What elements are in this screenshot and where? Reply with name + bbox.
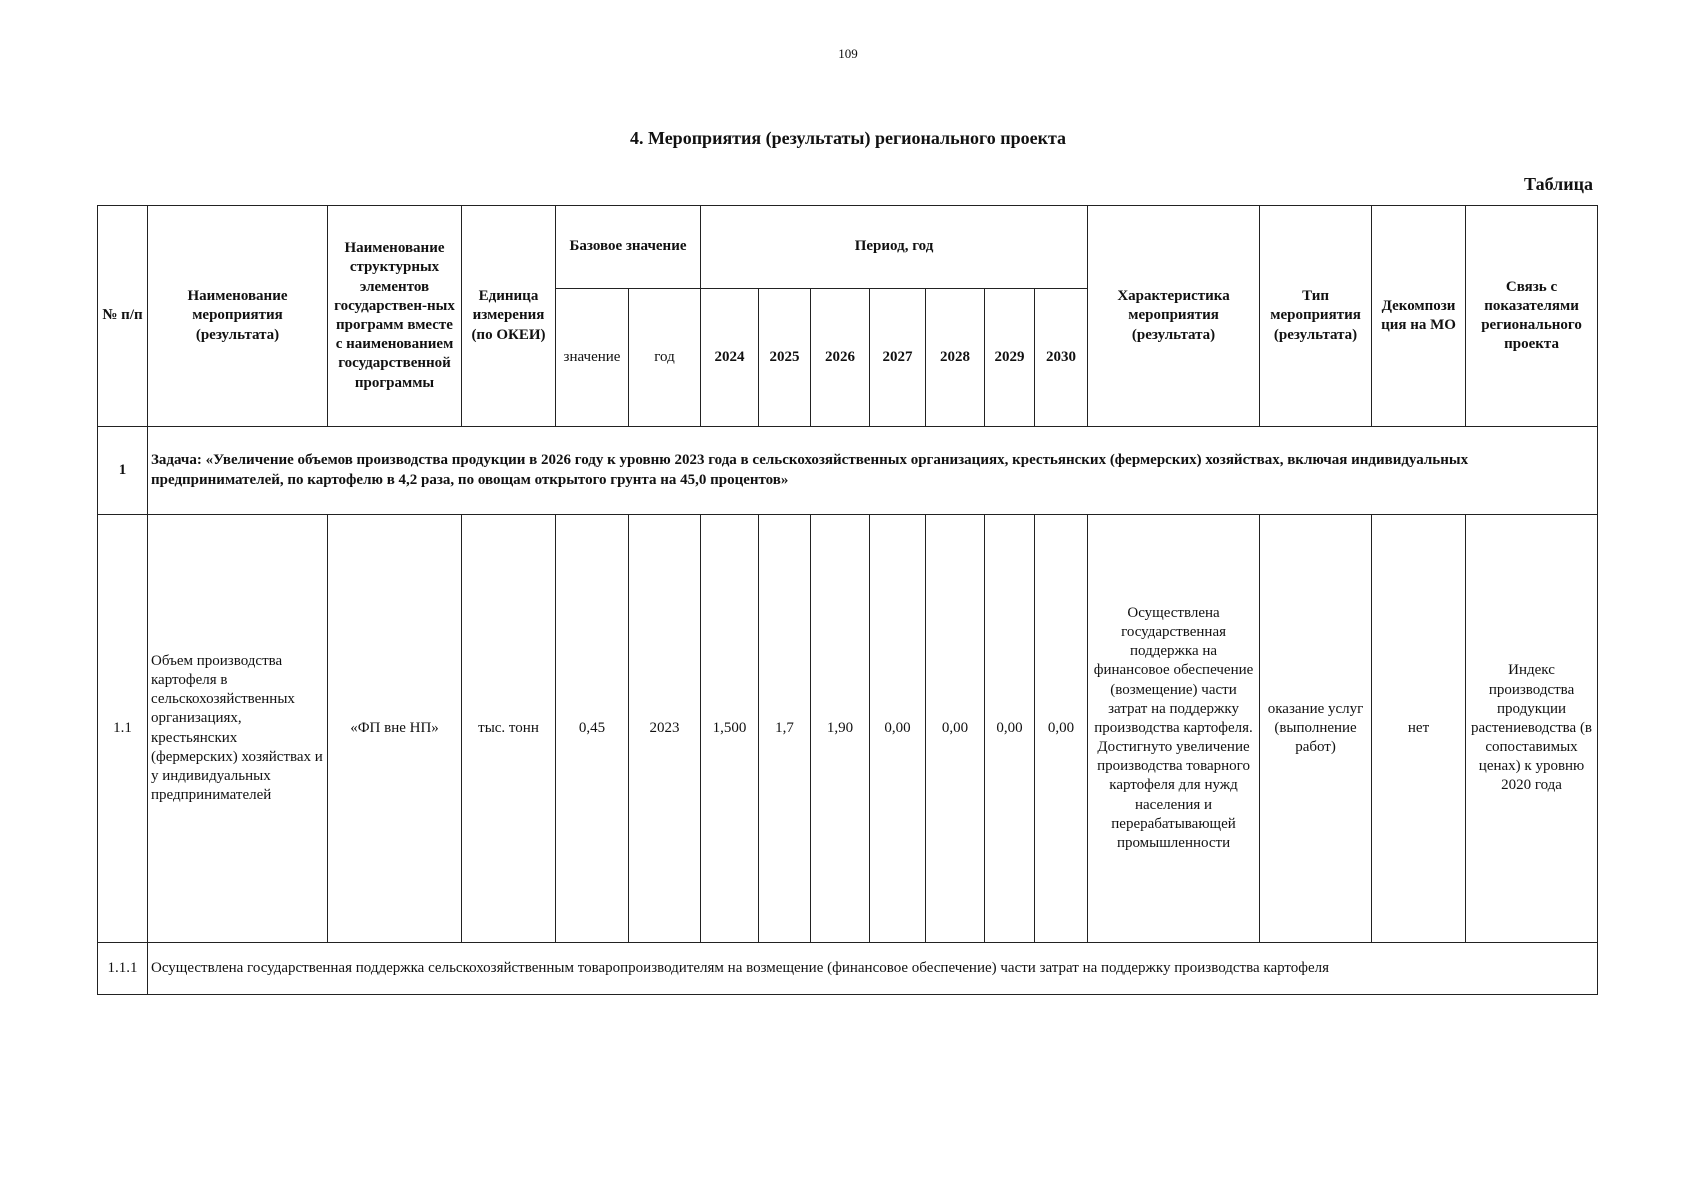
- task-text: Задача: «Увеличение объемов производства продукции в 2026 году к уровню 2023 года в сельскохозяйственных организациях, крестьянских (фермерских) хозяйствах, включая индивидуальных предпринимателей, по картофелю в 4,2 раза, по овощам открытого грунта на 45,0 процентов»: [148, 427, 1598, 515]
- row-num: 1.1: [98, 515, 148, 943]
- header-year: 2024: [701, 289, 759, 427]
- row-unit: тыс. тонн: [462, 515, 556, 943]
- row-year-value: 0,00: [926, 515, 985, 943]
- header-year: 2030: [1035, 289, 1088, 427]
- header-year: 2026: [811, 289, 870, 427]
- header-type: Тип мероприятия (результата): [1260, 206, 1372, 427]
- header-year: 2029: [985, 289, 1035, 427]
- page-number: 109: [838, 46, 858, 61]
- subrow-text: Осуществлена государственная поддержка сельскохозяйственным товаропроизводителям на возмещение (финансовое обеспечение) части затрат на поддержку производства картофеля: [148, 943, 1598, 995]
- row-year-value: 1,90: [811, 515, 870, 943]
- row-year-value: 0,00: [985, 515, 1035, 943]
- subrow-num: 1.1.1: [98, 943, 148, 995]
- section-title: 4. Мероприятия (результаты) регионального проекта: [629, 128, 1067, 148]
- row-name: Объем производства картофеля в сельскохозяйственных организациях, крестьянских (фермерских) хозяйствах и у индивидуальных предпринимателей: [148, 515, 328, 943]
- header-base: Базовое значение: [556, 206, 701, 289]
- subrow: [98, 943, 1598, 995]
- header-character: Характеристика мероприятия (результата): [1088, 206, 1260, 427]
- header-year: 2025: [759, 289, 811, 427]
- row-year-value: 1,500: [701, 515, 759, 943]
- header-year: 2028: [926, 289, 985, 427]
- header-base-value: значение: [556, 289, 629, 427]
- row-link: Индекс производства продукции растениеводства (в сопоставимых ценах) к уровню 2020 года: [1466, 515, 1598, 943]
- row-base-year: 2023: [629, 515, 701, 943]
- row-type: оказание услуг (выполнение работ): [1260, 515, 1372, 943]
- header-struct: Наименование структурных элементов государствен-ных программ вместе с наименованием государственной программы: [328, 206, 462, 427]
- task-num: 1: [98, 427, 148, 515]
- table-caption: Таблица: [1524, 174, 1593, 194]
- header-period: Период, год: [701, 206, 1088, 289]
- row-struct: «ФП вне НП»: [328, 515, 462, 943]
- row-year-value: 0,00: [870, 515, 926, 943]
- row-year-value: 0,00: [1035, 515, 1088, 943]
- header-unit: Единица измерения (по ОКЕИ): [462, 206, 556, 427]
- header-decomp: Декомпози ция на МО: [1372, 206, 1466, 427]
- row-character: Осуществлена государственная поддержка на финансовое обеспечение (возмещение) части затрат на поддержку производства картофеля. Достигнуто увеличение производства товарного картофеля для нужд населения и перерабатывающей промышленности: [1088, 515, 1260, 943]
- header-base-year: год: [629, 289, 701, 427]
- header-year: 2027: [870, 289, 926, 427]
- header-link: Связь с показателями регионального проекта: [1466, 206, 1598, 427]
- task-row: [98, 427, 1598, 515]
- row-base-value: 0,45: [556, 515, 629, 943]
- row-decomp: нет: [1372, 515, 1466, 943]
- results-table: [97, 205, 1598, 995]
- row-year-value: 1,7: [759, 515, 811, 943]
- header-name: Наименование мероприятия (результата): [148, 206, 328, 427]
- header-num: № п/п: [98, 206, 148, 427]
- table-row: [98, 515, 1598, 943]
